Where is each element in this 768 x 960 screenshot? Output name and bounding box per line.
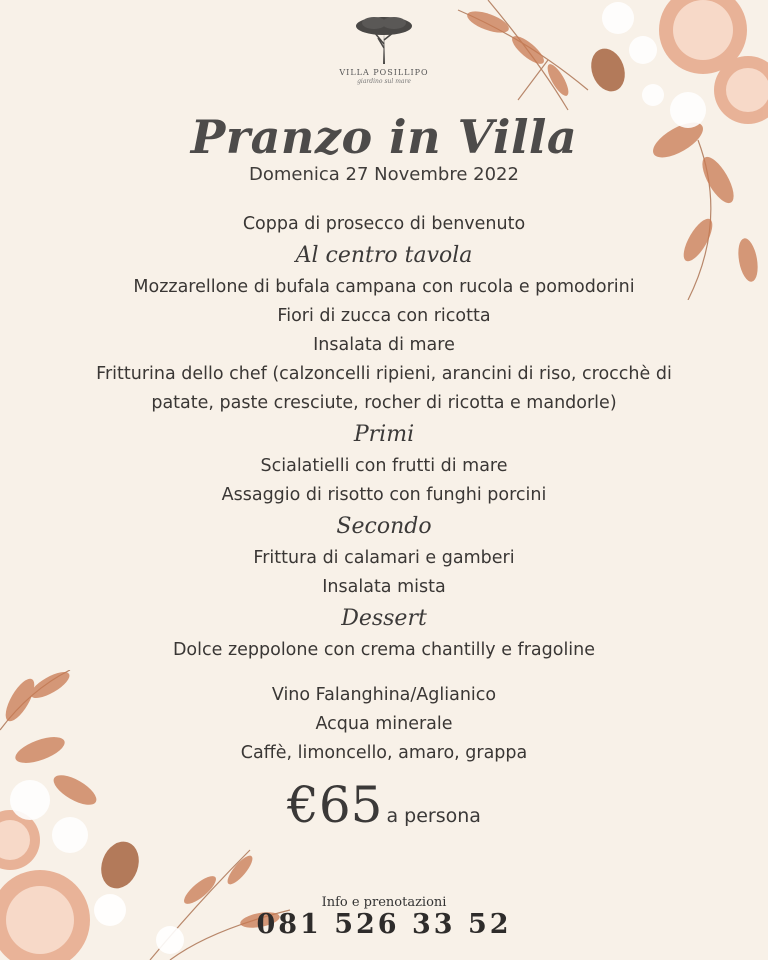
menu-item: Insalata mista	[322, 577, 446, 597]
section-heading-primi: Primi	[353, 422, 415, 447]
drink-item: Vino Falanghina/Aglianico	[271, 685, 497, 705]
section-heading-dessert: Dessert	[341, 606, 427, 631]
menu-item: Fritturina dello chef (calzoncelli ripieni, arancini di riso, crocchè di	[96, 364, 672, 384]
drink-item: Caffè, limoncello, amaro, grappa	[240, 743, 528, 763]
brand-logo	[0, 14, 768, 85]
brand-name: VILLA POSILLIPO	[339, 68, 429, 77]
menu-item: Dolce zeppolone con crema chantilly e fragoline	[172, 640, 596, 660]
drink-item: Acqua minerale	[315, 714, 453, 734]
menu-item: Frittura di calamari e gamberi	[253, 548, 515, 568]
pine-tree-icon	[354, 14, 414, 66]
section-heading-secondo: Secondo	[336, 514, 432, 539]
menu-item: Assaggio di risotto con funghi porcini	[221, 485, 547, 505]
menu-item: Mozzarellone di bufala campana con rucola e pomodorini	[133, 277, 635, 297]
menu-item: Scialatielli con frutti di mare	[260, 456, 508, 476]
menu-item: patate, paste cresciute, rocher di ricotta e mandorle)	[151, 393, 617, 413]
price-unit: a persona	[386, 805, 481, 827]
info-label: Info e prenotazioni	[321, 895, 447, 910]
welcome-drink: Coppa di prosecco di benvenuto	[242, 214, 526, 234]
contact-info	[0, 896, 768, 940]
price-amount: €65	[287, 776, 383, 834]
price	[40, 774, 728, 847]
menu-item: Insalata di mare	[313, 335, 455, 355]
phone-number[interactable]: 081 526 33 52	[256, 909, 512, 940]
menu-list	[40, 210, 728, 847]
brand-tagline: giardino sul mare	[357, 78, 411, 85]
menu-item: Fiori di zucca con ricotta	[277, 306, 491, 326]
event-date: Domenica 27 Novembre 2022	[249, 164, 519, 185]
section-heading-antipasti: Al centro tavola	[295, 243, 473, 268]
page-title: Pranzo in Villa	[190, 110, 578, 164]
